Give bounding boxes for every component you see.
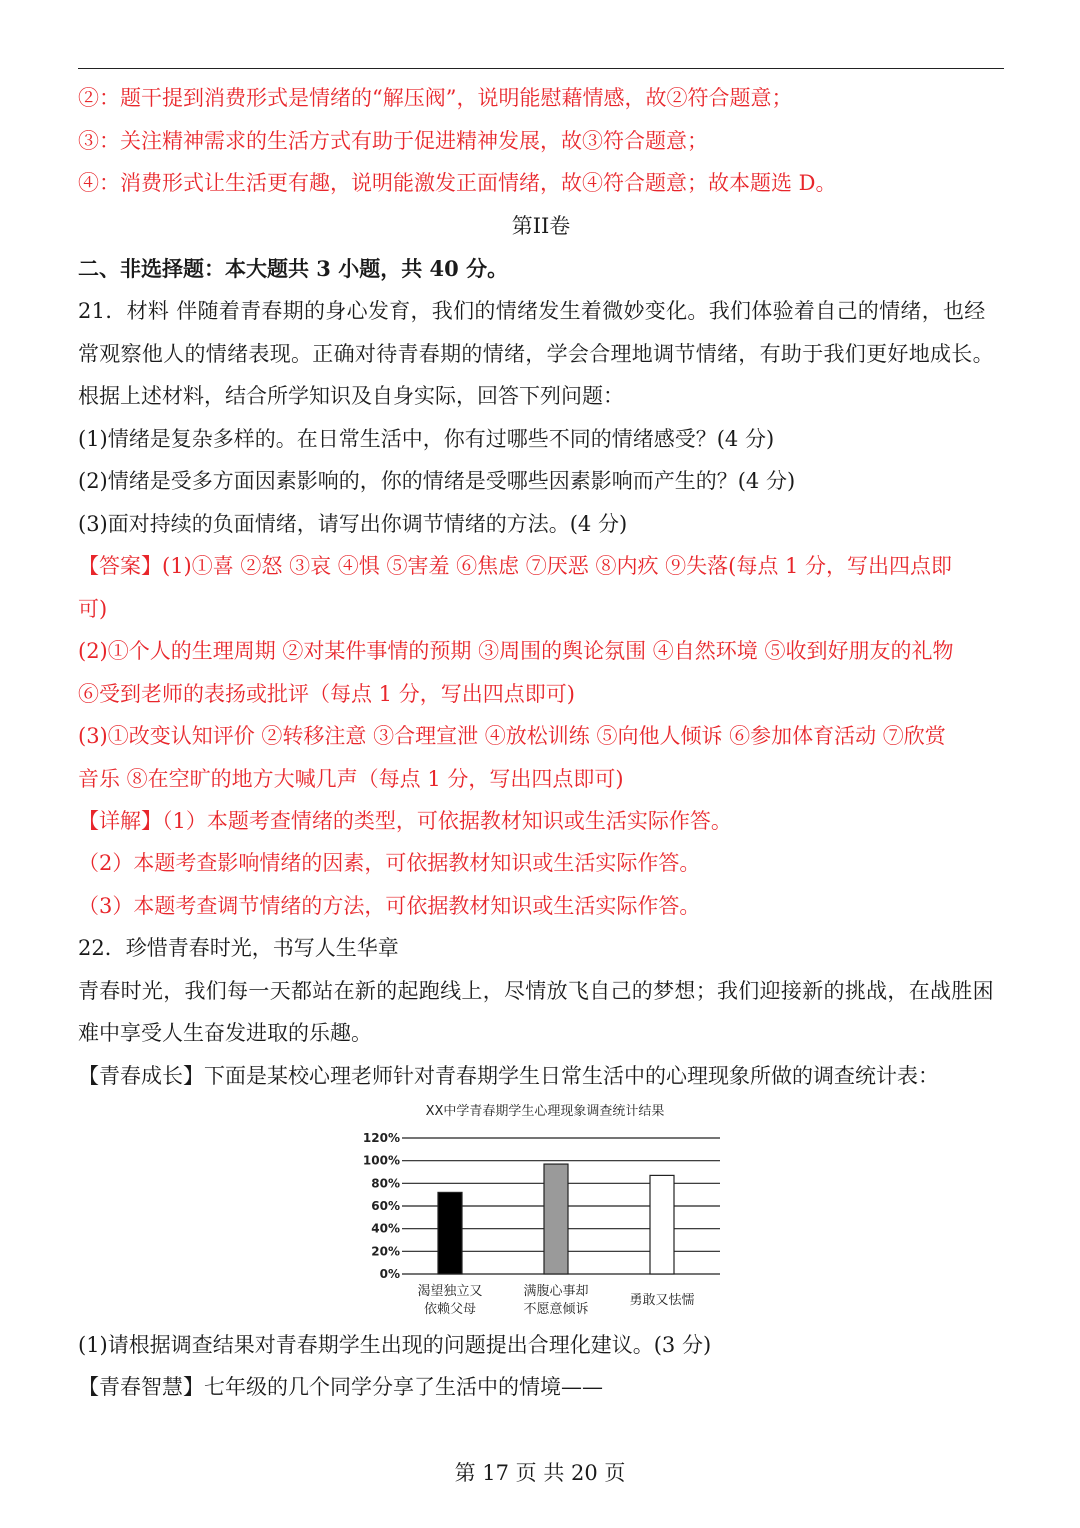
x-tick-label: 不愿意倾诉 bbox=[523, 1302, 589, 1317]
volume-title: 第II卷 bbox=[511, 214, 571, 238]
q22-material-line-2: 难中享受人生奋发进取的乐趣。 bbox=[78, 1021, 372, 1045]
q22-question-1: (1)请根据调查结果对青春期学生出现的问题提出合理化建议。(3 分) bbox=[78, 1333, 712, 1357]
x-tick-label: 依赖父母 bbox=[423, 1302, 477, 1317]
detail-1: （1）本题考查情绪的类型，可依据教材知识或生活实际作答。 bbox=[162, 809, 732, 833]
x-tick-label: 满腹心事却 bbox=[523, 1284, 589, 1299]
bar-1 bbox=[438, 1192, 462, 1274]
answer-tag: 【答案】 bbox=[78, 554, 162, 578]
survey-chart-svg bbox=[350, 1096, 730, 1326]
y-tick-label: 60% bbox=[371, 1199, 400, 1213]
header-rule bbox=[78, 68, 1004, 69]
answer-1b: 可) bbox=[78, 597, 108, 621]
q22-wisdom-intro: 【青春智慧】七年级的几个同学分享了生活中的情境—— bbox=[78, 1375, 603, 1399]
q21-material-line-2: 常观察他人的情绪表现。正确对待青春期的情绪，学会合理地调节情绪，有助于我们更好地成长。 bbox=[78, 342, 994, 366]
y-tick-label: 20% bbox=[371, 1244, 400, 1259]
page-footer: 第 17 页 共 20 页 bbox=[454, 1461, 626, 1485]
answer-3b: 音乐 ⑧在空旷的地方大喊几声（每点 1 分，写出四点即可) bbox=[78, 767, 624, 791]
survey-bar-chart bbox=[350, 1096, 730, 1326]
q21-question-1: (1)情绪是复杂多样的。在日常生活中，你有过哪些不同的情绪感受？(4 分) bbox=[78, 427, 775, 451]
q21-question-3: (3)面对持续的负面情绪，请写出你调节情绪的方法。(4 分) bbox=[78, 512, 628, 536]
q22-material-line-1: 青春时光，我们每一天都站在新的起跑线上，尽情放飞自己的梦想；我们迎接新的挑战，在战胜困 bbox=[78, 979, 994, 1003]
y-tick-label: 100% bbox=[362, 1153, 400, 1168]
y-tick-label: 80% bbox=[371, 1176, 400, 1191]
q21-question-2: (2)情绪是受多方面因素影响的，你的情绪是受哪些因素影响而产生的？(4 分) bbox=[78, 469, 796, 493]
x-tick-label: 渴望独立又 bbox=[417, 1284, 483, 1299]
detail-line-1 bbox=[78, 806, 1004, 836]
section-heading: 二、非选择题：本大题共 3 小题，共 40 分。 bbox=[78, 256, 509, 281]
answer-2a: (2)①个人的生理周期 ②对某件事情的预期 ③周围的舆论氛围 ④自然环境 ⑤收到好朋友的礼物 bbox=[78, 639, 954, 663]
y-tick-label: 120% bbox=[362, 1131, 400, 1145]
q22-growth-intro: 【青春成长】下面是某校心理老师针对青春期学生日常生活中的心理现象所做的调查统计表： bbox=[78, 1064, 939, 1088]
q21-material-line-3: 根据上述材料，结合所学知识及自身实际，回答下列问题： bbox=[78, 384, 624, 408]
y-tick-label: 0% bbox=[379, 1267, 400, 1281]
detail-2: （2）本题考查影响情绪的因素，可依据教材知识或生活实际作答。 bbox=[78, 851, 701, 875]
bar-3 bbox=[650, 1175, 674, 1274]
detail-tag: 【详解】 bbox=[78, 809, 162, 833]
analysis-line-4: ④：消费形式让生活更有趣，说明能激发正面情绪，故④符合题意；故本题选 D。 bbox=[78, 171, 837, 195]
y-tick-label: 40% bbox=[371, 1221, 400, 1236]
answer-1a: (1)①喜 ②怒 ③哀 ④惧 ⑤害羞 ⑥焦虑 ⑦厌恶 ⑧内疚 ⑨失落(每点 1 分，写出四点即 bbox=[162, 554, 953, 578]
analysis-line-2: ②：题干提到消费形式是情绪的“解压阀”，说明能慰藉情感，故②符合题意； bbox=[78, 86, 793, 110]
analysis-line-3: ③：关注精神需求的生活方式有助于促进精神发展，故③符合题意； bbox=[78, 129, 708, 153]
x-tick-label: 勇敢又怯懦 bbox=[629, 1293, 695, 1308]
bar-2 bbox=[544, 1164, 568, 1274]
answer-2b: ⑥受到老师的表扬或批评（每点 1 分，写出四点即可) bbox=[78, 682, 575, 706]
answer-line-1 bbox=[78, 551, 1004, 581]
detail-3: （3）本题考查调节情绪的方法，可依据教材知识或生活实际作答。 bbox=[78, 894, 701, 918]
answer-3a: (3)①改变认知评价 ②转移注意 ③合理宣泄 ④放松训练 ⑤向他人倾诉 ⑥参加体育活动 ⑦欣赏 bbox=[78, 724, 946, 748]
q21-material-line-1: 21．材料 伴随着青春期的身心发育，我们的情绪发生着微妙变化。我们体验着自己的情绪，也经 bbox=[78, 299, 986, 323]
q22-title: 22．珍惜青春时光，书写人生华章 bbox=[78, 936, 399, 960]
chart-title: XX中学青春期学生心理现象调查统计结果 bbox=[425, 1104, 665, 1119]
